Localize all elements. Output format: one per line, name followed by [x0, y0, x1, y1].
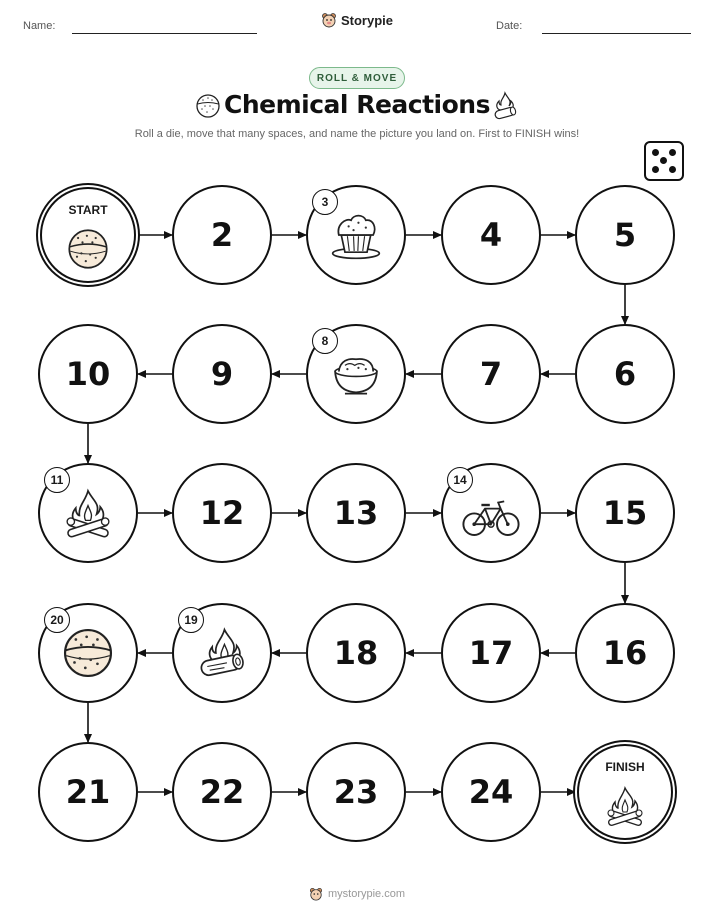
- board-space-14[interactable]: [441, 463, 541, 563]
- board-space-6[interactable]: [575, 324, 675, 424]
- board-space-13[interactable]: [306, 463, 406, 563]
- space-number: 7: [479, 355, 503, 393]
- space-number: 2: [210, 216, 234, 254]
- board-space-2[interactable]: [172, 185, 272, 285]
- date-label: Date:: [496, 20, 523, 32]
- board-space-10[interactable]: [38, 324, 138, 424]
- space-number: 21: [65, 773, 111, 811]
- space-number: 6: [613, 355, 637, 393]
- board-space-7[interactable]: [441, 324, 541, 424]
- board-space-20[interactable]: [38, 603, 138, 703]
- board-space-17[interactable]: [441, 603, 541, 703]
- board-space-11[interactable]: [38, 463, 138, 563]
- space-number: 22: [199, 773, 245, 811]
- instructions: Roll a die, move that many spaces, and name the picture you land on. First to FINISH wins!: [134, 128, 580, 140]
- space-number-badge: 3: [312, 189, 338, 215]
- campfire-icon: [61, 486, 115, 545]
- space-number: 5: [613, 216, 637, 254]
- bicycle-icon: [461, 487, 521, 552]
- space-number-badge: 11: [44, 467, 70, 493]
- space-number: 4: [479, 216, 503, 254]
- brand-name: Storypie: [340, 12, 393, 28]
- bath-bomb-icon: [66, 227, 110, 276]
- space-number: 10: [65, 355, 111, 393]
- space-number: 15: [602, 494, 648, 532]
- space-number-badge: 14: [447, 467, 473, 493]
- space-number-badge: 20: [44, 607, 70, 633]
- space-number: 17: [468, 634, 514, 672]
- bowl-of-dough-icon: [329, 347, 383, 406]
- board-space-23[interactable]: [306, 742, 406, 842]
- finish-label: FINISH: [605, 760, 645, 774]
- burning-log-icon: [195, 626, 249, 685]
- bear-logo-icon: [309, 887, 323, 901]
- space-number: 12: [199, 494, 245, 532]
- finish-space[interactable]: [577, 744, 673, 840]
- board-space-18[interactable]: [306, 603, 406, 703]
- start-label: START: [68, 203, 108, 217]
- space-number: 13: [333, 494, 379, 532]
- space-number: 18: [333, 634, 379, 672]
- page-title: Chemical Reactions: [224, 90, 490, 119]
- board-space-12[interactable]: [172, 463, 272, 563]
- board-space-15[interactable]: [575, 463, 675, 563]
- board-space-8[interactable]: [306, 324, 406, 424]
- space-number: 24: [468, 773, 514, 811]
- bath-bomb-icon: [61, 626, 115, 685]
- board-space-4[interactable]: [441, 185, 541, 285]
- footer: [0, 887, 714, 901]
- space-number-badge: 19: [178, 607, 204, 633]
- name-label: Name:: [23, 20, 56, 32]
- board-space-22[interactable]: [172, 742, 272, 842]
- space-number: 9: [210, 355, 234, 393]
- space-number: 16: [602, 634, 648, 672]
- campfire-icon: [603, 784, 647, 833]
- start-space[interactable]: [40, 187, 136, 283]
- board-space-16[interactable]: [575, 603, 675, 703]
- board-space-9[interactable]: [172, 324, 272, 424]
- board-space-3[interactable]: [306, 185, 406, 285]
- game-type-tag: ROLL & MOVE: [309, 67, 405, 89]
- board-space-21[interactable]: [38, 742, 138, 842]
- board-space-5[interactable]: [575, 185, 675, 285]
- space-number-badge: 8: [312, 328, 338, 354]
- footer-url[interactable]: mystorypie.com: [327, 888, 406, 900]
- board-space-24[interactable]: [441, 742, 541, 842]
- board-space-19[interactable]: [172, 603, 272, 703]
- muffin-icon: [329, 208, 383, 267]
- space-number: 23: [333, 773, 379, 811]
